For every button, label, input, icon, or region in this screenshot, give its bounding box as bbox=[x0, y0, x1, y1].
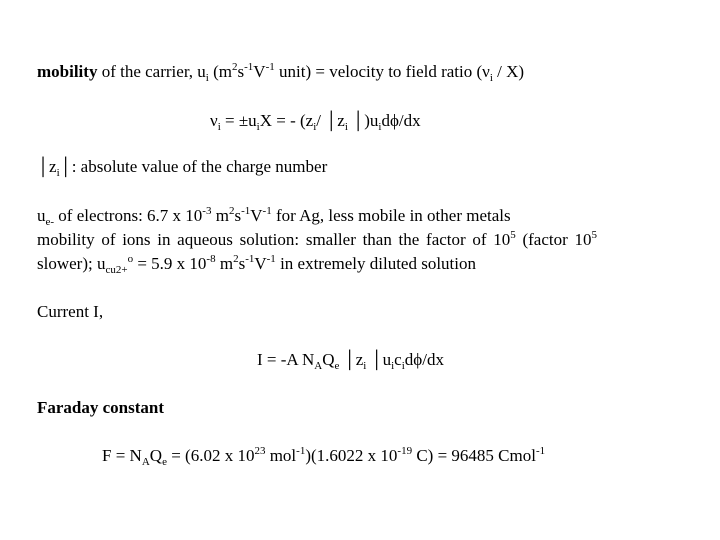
text-segment: of the carrier, u bbox=[97, 62, 206, 81]
text-segment: of electrons: 6.7 x 10 bbox=[54, 206, 203, 225]
text-segment: = ±u bbox=[220, 111, 257, 130]
text-segment: = 5.9 x 10 bbox=[133, 254, 207, 273]
text-segment: s bbox=[238, 254, 246, 273]
text-segment: Q bbox=[149, 446, 163, 465]
text-segment: F = N bbox=[102, 446, 142, 465]
subscript: i bbox=[217, 121, 221, 133]
superscript: -1 bbox=[296, 445, 306, 457]
superscript: -1 bbox=[245, 253, 255, 265]
superscript: 23 bbox=[254, 445, 266, 457]
text-segment: (factor 10 bbox=[515, 230, 592, 249]
text-segment: unit) = velocity to field ratio (ν bbox=[274, 62, 490, 81]
text-segment: / │z bbox=[316, 111, 345, 130]
superscript: -1 bbox=[265, 61, 275, 73]
text-segment: Faraday constant bbox=[37, 398, 165, 417]
text-segment: slower); u bbox=[37, 254, 106, 273]
subscript: i bbox=[313, 121, 317, 133]
current-equation bbox=[257, 350, 444, 370]
electron-mobility-line bbox=[37, 206, 511, 226]
text-segment: V bbox=[254, 254, 267, 273]
text-segment: / X) bbox=[492, 62, 525, 81]
superscript: -8 bbox=[206, 253, 216, 265]
text-segment: X = - (z bbox=[259, 111, 314, 130]
copper-ion-mobility-line bbox=[37, 254, 476, 274]
text-segment: for Ag, less mobile in other metals bbox=[271, 206, 511, 225]
superscript: -1 bbox=[535, 445, 546, 457]
superscript: 2 bbox=[228, 205, 235, 217]
text-segment: │z bbox=[339, 350, 364, 369]
superscript: -1 bbox=[262, 205, 272, 217]
subscript: i bbox=[205, 72, 209, 84]
current-heading bbox=[37, 302, 103, 322]
subscript: e- bbox=[45, 216, 55, 228]
superscript: 5 bbox=[510, 229, 516, 241]
text-segment: I = -A N bbox=[257, 350, 315, 369]
text-segment: in extremely diluted solution bbox=[275, 254, 477, 273]
superscript: o bbox=[127, 253, 134, 265]
text-segment: mobility of ions in aqueous solution: smaller than the factor of 10 bbox=[37, 230, 511, 249]
subscript: e bbox=[162, 456, 167, 468]
subscript: i bbox=[489, 72, 493, 84]
subscript: i bbox=[378, 121, 382, 133]
text-segment: = (6.02 x 10 bbox=[166, 446, 255, 465]
text-segment: m bbox=[215, 254, 234, 273]
superscript: -3 bbox=[202, 205, 212, 217]
text-segment: (m bbox=[208, 62, 232, 81]
subscript: cu2+ bbox=[105, 264, 128, 276]
subscript: i bbox=[56, 167, 60, 179]
superscript: 5 bbox=[591, 229, 597, 241]
superscript: 2 bbox=[233, 253, 239, 265]
subscript: e bbox=[334, 360, 340, 372]
ion-mobility-line bbox=[37, 230, 597, 250]
superscript: -19 bbox=[397, 445, 413, 457]
text-segment: │: absolute value of the charge number bbox=[59, 157, 328, 176]
text-segment: │)u bbox=[347, 111, 379, 130]
text-segment: mol bbox=[265, 446, 297, 465]
text-segment: )(1.6022 x 10 bbox=[305, 446, 398, 465]
text-segment: s bbox=[234, 206, 242, 225]
text-segment: ν bbox=[210, 111, 218, 130]
text-segment: │z bbox=[37, 157, 57, 176]
subscript: i bbox=[391, 360, 395, 372]
superscript: 2 bbox=[232, 61, 238, 73]
text-segment: c bbox=[394, 350, 402, 369]
subscript: A bbox=[314, 360, 323, 372]
text-segment: │u bbox=[366, 350, 392, 369]
subscript: A bbox=[141, 456, 150, 468]
velocity-equation bbox=[210, 111, 421, 131]
text-segment: u bbox=[37, 206, 46, 225]
text-segment: dϕ/dx bbox=[404, 350, 444, 369]
faraday-heading bbox=[37, 398, 164, 418]
text-segment: Q bbox=[322, 350, 335, 369]
subscript: i bbox=[401, 360, 405, 372]
subscript: i bbox=[344, 121, 348, 133]
superscript: -1 bbox=[266, 253, 276, 265]
subscript: i bbox=[256, 121, 260, 133]
subscript: i bbox=[363, 360, 367, 372]
mobility-definition-line bbox=[37, 62, 524, 82]
faraday-equation bbox=[102, 446, 545, 466]
text-segment: Current I, bbox=[37, 302, 104, 321]
text-segment: V bbox=[253, 62, 266, 81]
text-segment: C) = 96485 Cmol bbox=[412, 446, 536, 465]
text-segment: V bbox=[250, 206, 263, 225]
text-segment: dϕ/dx bbox=[381, 111, 421, 130]
mobility-term: mobility bbox=[37, 62, 98, 81]
text-segment: m bbox=[211, 206, 229, 225]
superscript: -1 bbox=[244, 61, 254, 73]
superscript: -1 bbox=[241, 205, 251, 217]
charge-number-note bbox=[37, 157, 327, 177]
text-segment: s bbox=[237, 62, 245, 81]
